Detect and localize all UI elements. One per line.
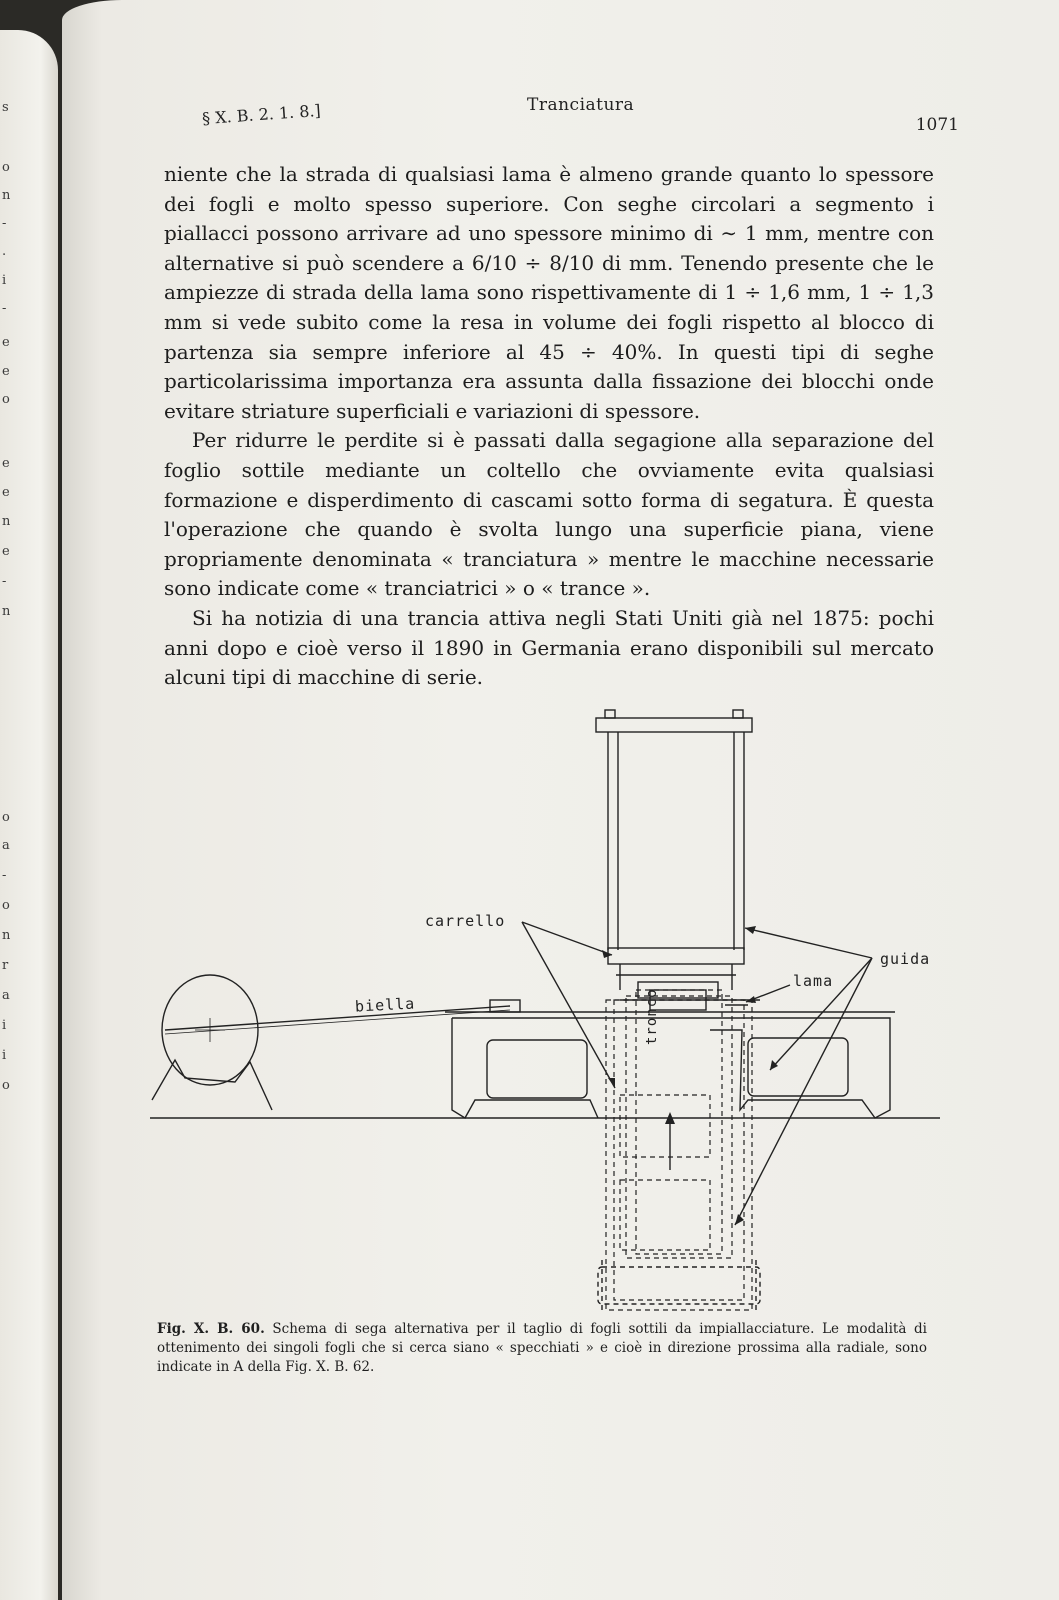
- running-head-title: Tranciatura: [527, 95, 635, 115]
- margin-letter: -: [2, 868, 7, 883]
- paragraph: Per ridurre le perdite si è passati dalla segagione alla separazione del foglio sottile mediante un coltello che ovviamente evita qualsiasi formazione e disperdimento di cascami sotto forma di segatura. È questa l'operazione che quando è svolta lungo una superficie piana, viene propriamente denominata « tranciatura » mentre le macchine necessarie sono indicate come « tranciatrici » o « trance ».: [164, 428, 934, 601]
- margin-letter: n: [2, 928, 11, 943]
- margin-letter: n: [2, 604, 11, 619]
- margin-letter: a: [2, 988, 10, 1003]
- facing-page-edge: [0, 30, 58, 1600]
- base-window-left: [487, 1040, 587, 1098]
- label-tronco: tronco: [644, 988, 660, 1045]
- margin-letter: n: [2, 514, 11, 529]
- margin-letter: o: [2, 160, 10, 175]
- section-reference: § X. B. 2. 1. 8.]: [201, 100, 322, 129]
- margin-letter: e: [2, 456, 10, 471]
- body-text: [164, 160, 934, 693]
- top-crossbar: [596, 718, 752, 732]
- caption-text: Schema di sega alternativa per il taglio di fogli sottili da impiallacciature. Le modalità di ottenimento dei singoli fogli che si cerca siano « specchiati » e cioè in direzione prossima alla radiale, sono indicate in A della Fig. X. B. 62.: [157, 1321, 927, 1375]
- leader-carrello: [522, 922, 612, 955]
- figure-reference: Fig. X. B. 60.: [157, 1321, 265, 1337]
- label-lama: lama: [793, 972, 834, 990]
- figure-caption: [157, 1320, 927, 1377]
- page-number: 1071: [915, 115, 959, 135]
- margin-letter: e: [2, 364, 10, 379]
- margin-letter: -: [2, 574, 7, 589]
- book-page: [62, 0, 1059, 1600]
- margin-letter: o: [2, 392, 10, 407]
- carriage: [608, 948, 744, 964]
- base-window-right: [748, 1038, 848, 1096]
- margin-letter: e: [2, 485, 10, 500]
- margin-letter: r: [2, 958, 9, 973]
- margin-letter: .: [2, 244, 7, 259]
- label-guida: guida: [880, 950, 931, 968]
- paragraph: niente che la strada di qualsiasi lama è almeno grande quanto lo spessore dei fogli e molto spesso superiore. Con seghe circolari a segmento i piallacci possono arrivare ad uno spessore minimo di ∼ 1 mm, mentre con alternative si può scendere a 6/10 ÷ 8/10 di mm. Tenendo presente che le ampiezze di strada della lama sono rispettivamente di 1 ÷ 1,6 mm, 1 ÷ 1,3 mm si vede subito come la resa in volume dei fogli rispetto al blocco di partenza sia sempre inferiore al 45 ÷ 40%. In questi tipi di seghe particolarissima importanza era assunta dalla fissazione dei blocchi onde evitare striature superficiali e variazioni di spessore.: [164, 162, 934, 423]
- margin-letter: s: [2, 100, 9, 115]
- margin-letter: i: [2, 273, 7, 288]
- log-outline-outer: [606, 1000, 752, 1310]
- margin-letter: o: [2, 1078, 10, 1093]
- label-biella: biella: [354, 994, 416, 1016]
- margin-letter: i: [2, 1018, 7, 1033]
- margin-letter: n: [2, 188, 11, 203]
- saw-schematic-figure: [150, 700, 950, 1320]
- margin-letter: -: [2, 301, 7, 316]
- machine-base: [452, 1018, 890, 1118]
- margin-letter: -: [2, 216, 7, 231]
- margin-letter: a: [2, 838, 10, 853]
- margin-letter: o: [2, 898, 10, 913]
- margin-letter: e: [2, 335, 10, 350]
- label-carrello: carrello: [425, 912, 506, 930]
- margin-letter: e: [2, 544, 10, 559]
- log-outline-inner: [614, 1000, 744, 1300]
- margin-letter: i: [2, 1048, 7, 1063]
- saw-schematic-drawing: [150, 700, 950, 1320]
- margin-letter: o: [2, 810, 10, 825]
- paragraph: Si ha notizia di una trancia attiva negli Stati Uniti già nel 1875: pochi anni dopo e cioè verso il 1890 in Germania erano disponibili sul mercato alcuni tipi di macchine di serie.: [164, 605, 934, 690]
- running-head: [162, 95, 959, 135]
